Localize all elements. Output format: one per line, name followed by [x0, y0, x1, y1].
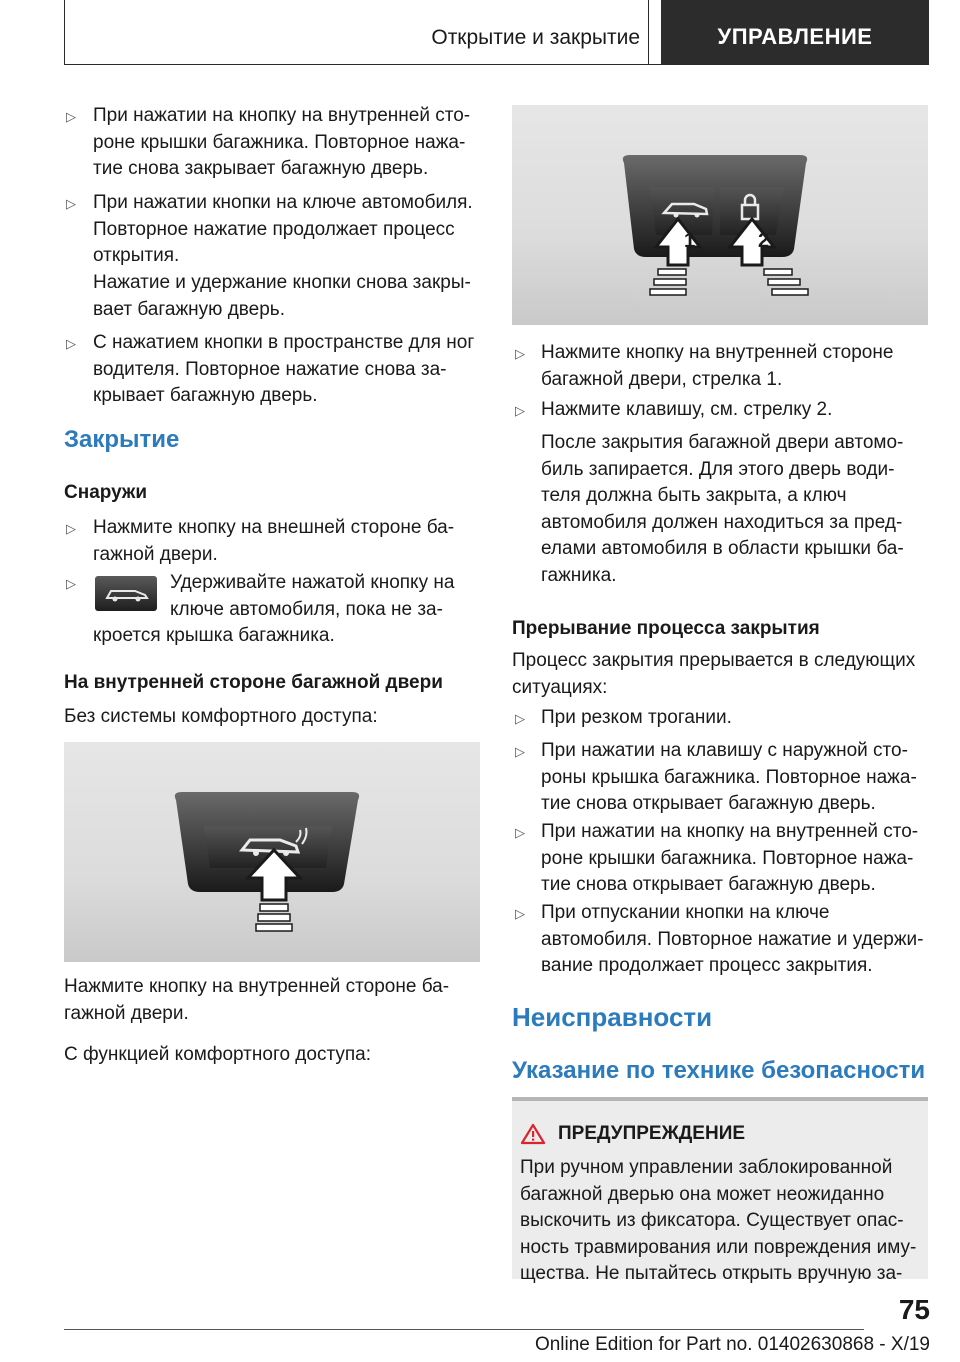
page-number: 75 — [898, 1294, 930, 1325]
list-item: При нажатии на кнопку на внутренней сто- роне крышки багажника. Повторное нажа- тие снова закрывает багажную дверь. — [93, 105, 471, 179]
paragraph: Без системы комфортного доступа: — [64, 706, 378, 727]
subheading-inside: На внутренней стороне багажной двери — [64, 672, 443, 693]
list-item: При отпускании кнопки на ключе автомобиля. Повторное нажатие и удержи- вание продолжает процесс закрытия. — [541, 902, 924, 976]
warning-text: При ручном управлении заблокированной багажной дверью она может неожиданно выскочить из фиксатора. Существует опас- ность травмирования или повреждения иму- щества. Не пытайтесь открыть вручную за- — [520, 1157, 917, 1284]
header-divider-mid — [648, 0, 649, 65]
trunk-button-illustration — [64, 742, 480, 962]
bullet-triangle-icon: ▷ — [66, 521, 76, 536]
list-item: Нажмите кнопку на внутренней стороне багажной двери, стрелка 1. — [541, 342, 894, 390]
list-item-continuation: Нажатие и удержание кнопки снова закры- вает багажную дверь. — [93, 272, 471, 320]
bullet-triangle-icon: ▷ — [66, 196, 76, 211]
paragraph: Нажмите кнопку на внутренней стороне ба- гажной двери. — [64, 976, 450, 1024]
heading-closing: Закрытие — [64, 426, 180, 453]
list-item: При резком трогании. — [541, 707, 732, 728]
arrow-2-label: 2 — [758, 230, 770, 252]
arrow-1-label: 1 — [684, 230, 696, 252]
header-divider-left — [64, 0, 65, 65]
figure-trunk-buttons-pair — [512, 105, 928, 325]
warning-box — [512, 1101, 928, 1284]
header-section-title: Открытие и закрытие — [431, 26, 640, 49]
list-item: При нажатии на кнопку на внутренней сто- роне крышки багажника. Повторное нажа- тие снова открывает багажную дверь. — [541, 821, 919, 895]
bullet-triangle-icon: ▷ — [515, 711, 525, 726]
list-item: При нажатии кнопки на ключе автомобиля. Повторное нажатие продолжает процесс открытия. — [93, 192, 473, 266]
list-item-wrap: кроется крышка багажника. — [93, 625, 335, 646]
heading-safety: Указание по технике безопасности — [512, 1057, 926, 1084]
bullet-triangle-icon: ▷ — [66, 576, 76, 591]
paragraph: Процесс закрытия прерывается в следующих ситуациях: — [512, 650, 916, 698]
footer-rule — [64, 1329, 864, 1330]
header-rule — [64, 64, 929, 65]
heading-faults: Неисправности — [512, 1002, 713, 1032]
paragraph: С функцией комфортного доступа: — [64, 1044, 372, 1065]
bullet-triangle-icon: ▷ — [515, 403, 525, 418]
list-item: Нажмите клавишу, см. стрелку 2. — [541, 399, 833, 420]
bullet-triangle-icon: ▷ — [515, 906, 525, 921]
bullet-triangle-icon: ▷ — [66, 109, 76, 124]
bullet-triangle-icon: ▷ — [515, 346, 525, 361]
list-item: С нажатием кнопки в пространстве для ног водителя. Повторное нажатие снова за- крывает багажную дверь. — [93, 332, 475, 406]
subheading-interrupt: Прерывание процесса закрытия — [512, 618, 820, 639]
footer-edition: Online Edition for Part no. 01402630868 - X/19 — [534, 1334, 930, 1355]
bullet-triangle-icon: ▷ — [515, 825, 525, 840]
subheading-outside: Снаружи — [64, 482, 148, 503]
trunk-buttons-illustration — [512, 105, 928, 325]
car-trunk-icon — [95, 576, 157, 611]
header-chapter-tab[interactable]: УПРАВЛЕНИЕ — [661, 0, 929, 64]
warning-title: ПРЕДУПРЕЖДЕНИЕ — [558, 1123, 746, 1144]
list-item-continuation: После закрытия багажной двери автомо- биль запирается. Для этого дверь води- теля должна быть закрыта, а ключ автомобиля должен находиться за пред- елами автомобиля в области крышки ба- гажника. — [541, 432, 904, 586]
warning-triangle-icon — [520, 1123, 546, 1145]
list-item: Нажмите кнопку на внешней стороне ба- гажной двери. — [93, 517, 455, 565]
list-item: Удерживайте нажатой кнопку на ключе автомобиля, пока не за- — [170, 572, 455, 620]
bullet-triangle-icon: ▷ — [515, 744, 525, 759]
list-item: При нажатии на клавишу с наружной сто- роны крышка багажника. Повторное нажа- тие снова открывает багажную дверь. — [541, 740, 917, 814]
key-trunk-button-icon — [95, 576, 157, 611]
figure-trunk-button — [64, 742, 480, 962]
bullet-triangle-icon: ▷ — [66, 336, 76, 351]
